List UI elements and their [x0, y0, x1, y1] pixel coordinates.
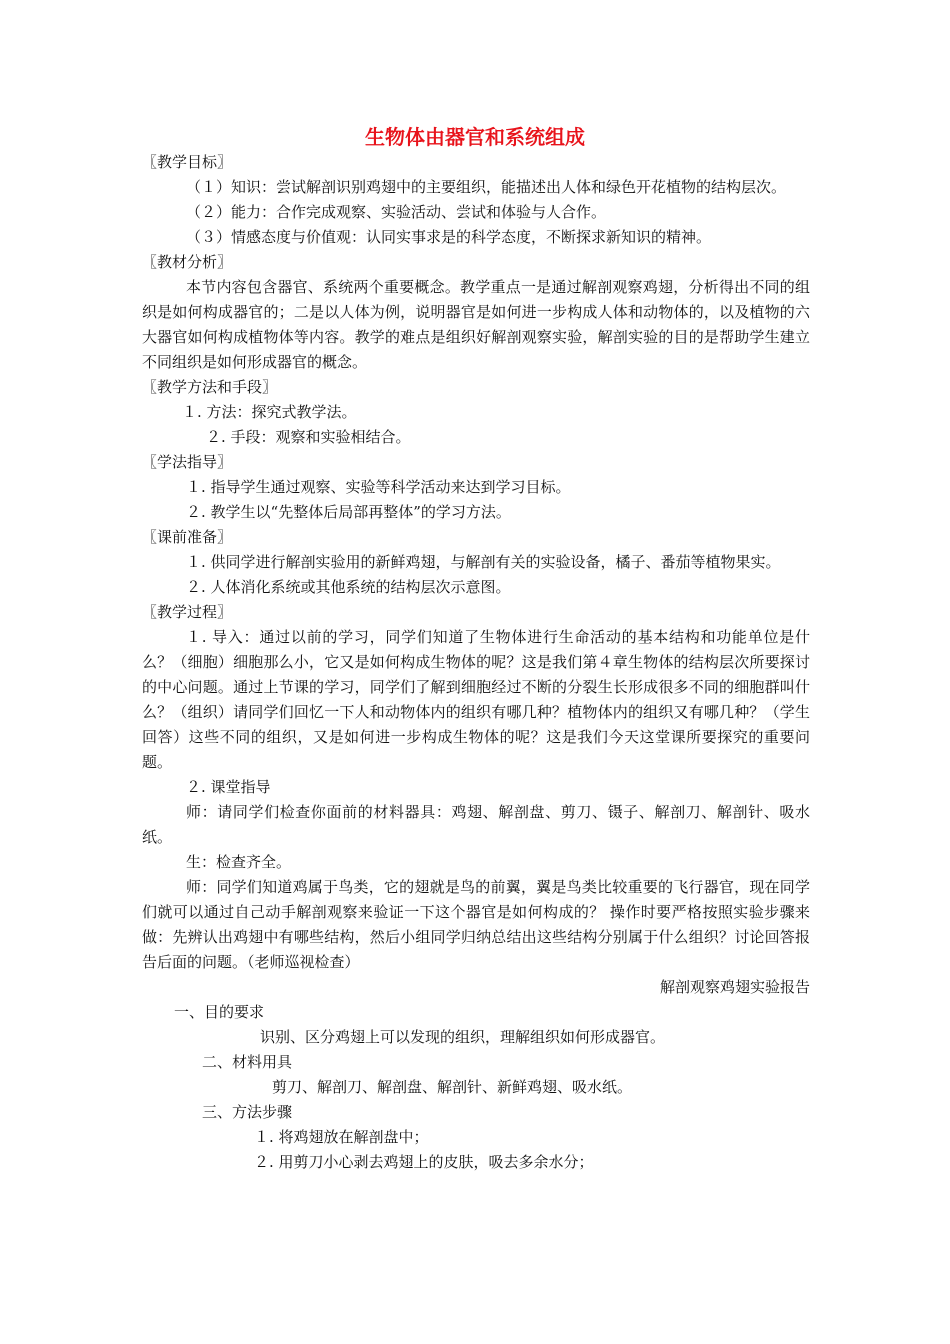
process-guidance: ２. 课堂指导 [186, 778, 271, 796]
study-item: ２. 教学生以“先整体后局部再整体”的学习方法。 [186, 503, 511, 521]
report-purpose-text: 识别、区分鸡翅上可以发现的组织，理解组织如何形成器官。 [260, 1028, 666, 1046]
analysis-paragraph: 本节内容包含器官、系统两个重要概念。教学重点一是通过解剖观察鸡翅，分析得出不同的组织是如何构成器官的；二是以人体为例，说明器官是如何进一步构成人体和动物体的，以及植物的六大器官如何构成植物体等内容。教学的难点是组织好解剖观察实验，解剖实验的目的是帮助学生建立不同组织是如何形成器官的概念。 [142, 278, 810, 371]
report-heading-purpose: 一、目的要求 [174, 1003, 265, 1021]
section-heading-goals: 〖教学目标〗 [142, 153, 233, 171]
prep-item: １. 供同学进行解剖实验用的新鲜鸡翅，与解剖有关的实验设备，橘子、番茄等植物果实。 [186, 553, 781, 571]
report-title: 解剖观察鸡翅实验报告 [659, 978, 810, 996]
report-heading-materials: 二、材料用具 [202, 1053, 293, 1071]
report-heading-steps: 三、方法步骤 [202, 1103, 293, 1121]
page-title: 生物体由器官和系统组成 [365, 125, 585, 149]
goal-attitude: （３）情感态度与价值观：认同实事求是的科学态度，不断探求新知识的精神。 [186, 228, 712, 246]
teacher-line: 师：同学们知道鸡属于鸟类，它的翅就是鸟的前翼，翼是鸟类比较重要的飞行器官，现在同学们就可以通过自己动手解剖观察来验证一下这个器官是如何构成的？ 操作时要严格按照实验步骤来做：先辨认出鸡翅中有哪些结构，然后小组同学归纳总结出这些结构分别属于什么组织？讨论回答报告后面的问题。（老师巡视检查） [142, 878, 810, 971]
section-heading-analysis: 〖教材分析〗 [142, 253, 233, 271]
study-item: １. 指导学生通过观察、实验等科学活动来达到学习目标。 [186, 478, 571, 496]
goal-ability: （２）能力：合作完成观察、实验活动、尝试和体验与人合作。 [186, 203, 607, 221]
section-heading-prep: 〖课前准备〗 [142, 528, 233, 546]
teacher-line: 师：请同学们检查你面前的材料器具：鸡翅、解剖盘、剪刀、镊子、解剖刀、解剖针、吸水纸。 [142, 803, 810, 846]
report-step: ２. 用剪刀小心剥去鸡翅上的皮肤，吸去多余水分； [254, 1153, 594, 1171]
student-line: 生：检查齐全。 [186, 853, 292, 871]
method-item: １. 方法：探究式教学法。 [182, 403, 357, 421]
section-heading-process: 〖教学过程〗 [142, 603, 233, 621]
report-materials-text: 剪刀、解剖刀、解剖盘、解剖针、新鲜鸡翅、吸水纸。 [272, 1078, 633, 1096]
method-item: ２. 手段：观察和实验相结合。 [206, 428, 411, 446]
document-body [142, 150, 810, 1175]
section-heading-study: 〖学法指导〗 [142, 453, 233, 471]
prep-item: ２. 人体消化系统或其他系统的结构层次示意图。 [186, 578, 511, 596]
section-heading-method: 〖教学方法和手段〗 [142, 378, 278, 396]
process-intro: １. 导入：通过以前的学习，同学们知道了生物体进行生命活动的基本结构和功能单位是什么？（细胞）细胞那么小，它又是如何构成生物体的呢？这是我们第４章生物体的结构层次所要探讨的中心问题。通过上节课的学习，同学们了解到细胞经过不断的分裂生长形成很多不同的细胞群叫什么？（组织）请同学们回忆一下人和动物体内的组织有哪几种？植物体内的组织又有哪几种？（学生回答）这些不同的组织，又是如何进一步构成生物体的呢？这是我们今天这堂课所要探究的重要问题。 [142, 628, 810, 771]
report-step: １. 将鸡翅放在解剖盘中； [254, 1128, 429, 1146]
goal-knowledge: （１）知识：尝试解剖识别鸡翅中的主要组织，能描述出人体和绿色开花植物的结构层次。 [186, 178, 787, 196]
